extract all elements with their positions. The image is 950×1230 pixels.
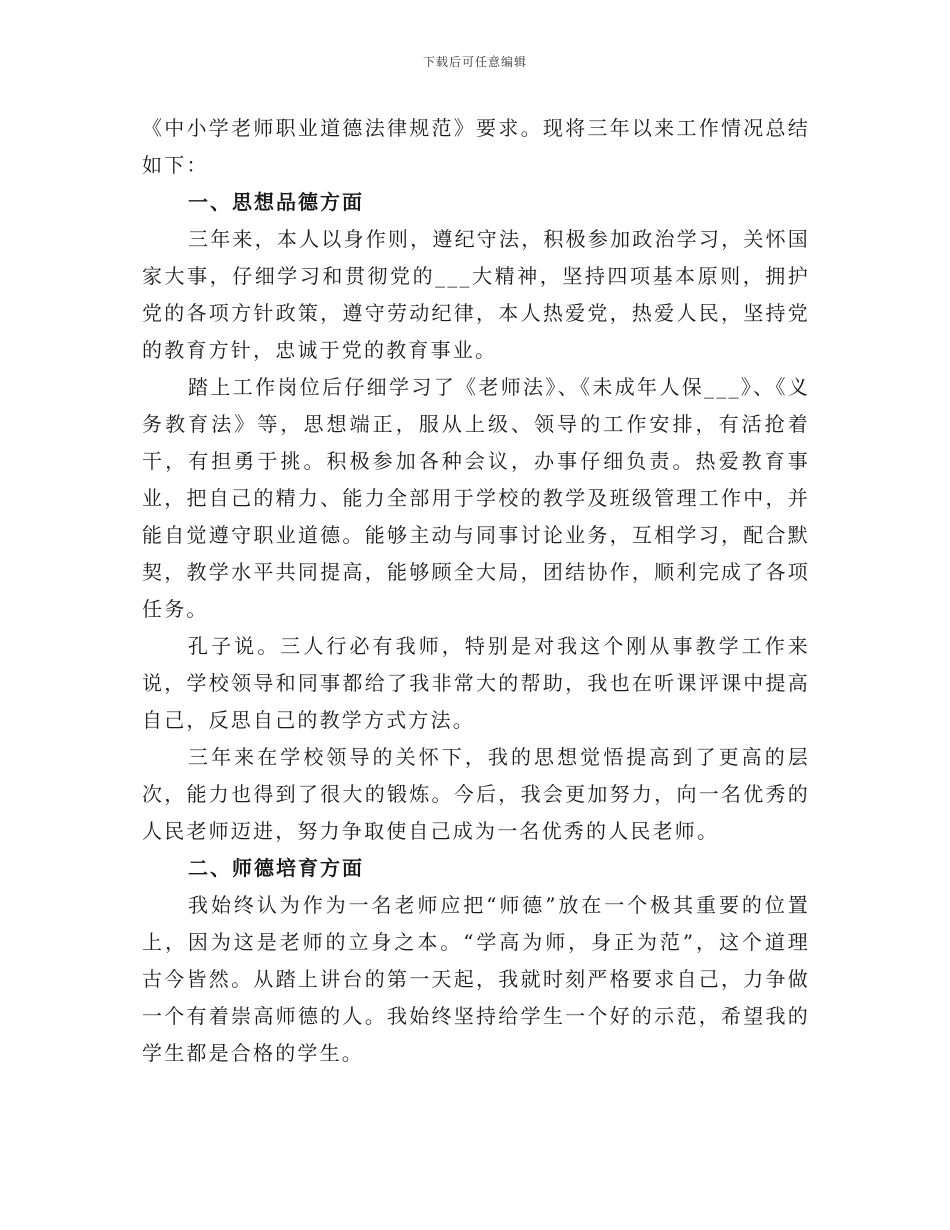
intro-paragraph: 《中小学老师职业道德法律规范》要求。现将三年以来工作情况总结如下： [142,116,810,177]
paragraph: 踏上工作岗位后仔细学习了《老师法》、《未成年人保___》、《义务教育法》等，思想端正，服从上级、领导的工作安排，有活抢着干，有担勇于挑。积极参加各种会议，办事仔细负责。热爱教育事业，把自己的精力、能力全部用于学校的教学及班级管理工作中，并能自觉遵守职业道德。能够主动与同事讨论业务，互相学习，配合默契，教学水平共同提高，能够顾全大局，团结协作，顺利完成了各项任务。 [142,375,810,621]
paragraph: 三年来，本人以身作则，遵纪守法，积极参加政治学习，关怀国家大事，仔细学习和贯彻党的___大精神，坚持四项基本原则，拥护党的各项方针政策，遵守劳动纪律，本人热爱党，热爱人民，坚持党的教育方针，忠诚于党的教育事业。 [142,227,810,362]
paragraph: 三年来在学校领导的关怀下，我的思想觉悟提高到了更高的层次，能力也得到了很大的锻炼。今后，我会更加努力，向一名优秀的人民老师迈进，努力争取使自己成为一名优秀的人民老师。 [142,745,810,843]
document-body [142,110,810,1072]
section-heading-ideology: 一、思想品德方面 [188,190,364,214]
paragraph: 孔子说。三人行必有我师，特别是对我这个刚从事教学工作来说，学校领导和同事都给了我非常大的帮助，我也在听课评课中提高自己，反思自己的教学方式方法。 [142,634,810,732]
section-heading-ethics: 二、师德培育方面 [188,856,364,880]
paragraph: 我始终认为作为一名老师应把“师德”放在一个极其重要的位置上，因为这是老师的立身之本。“学高为师，身正为范”，这个道理古今皆然。从踏上讲台的第一天起，我就时刻严格要求自己，力争做一个有着崇高师德的人。我始终坚持给学生一个好的示范，希望我的学生都是合格的学生。 [142,893,810,1065]
header-note: 下载后可任意编辑 [422,55,527,69]
